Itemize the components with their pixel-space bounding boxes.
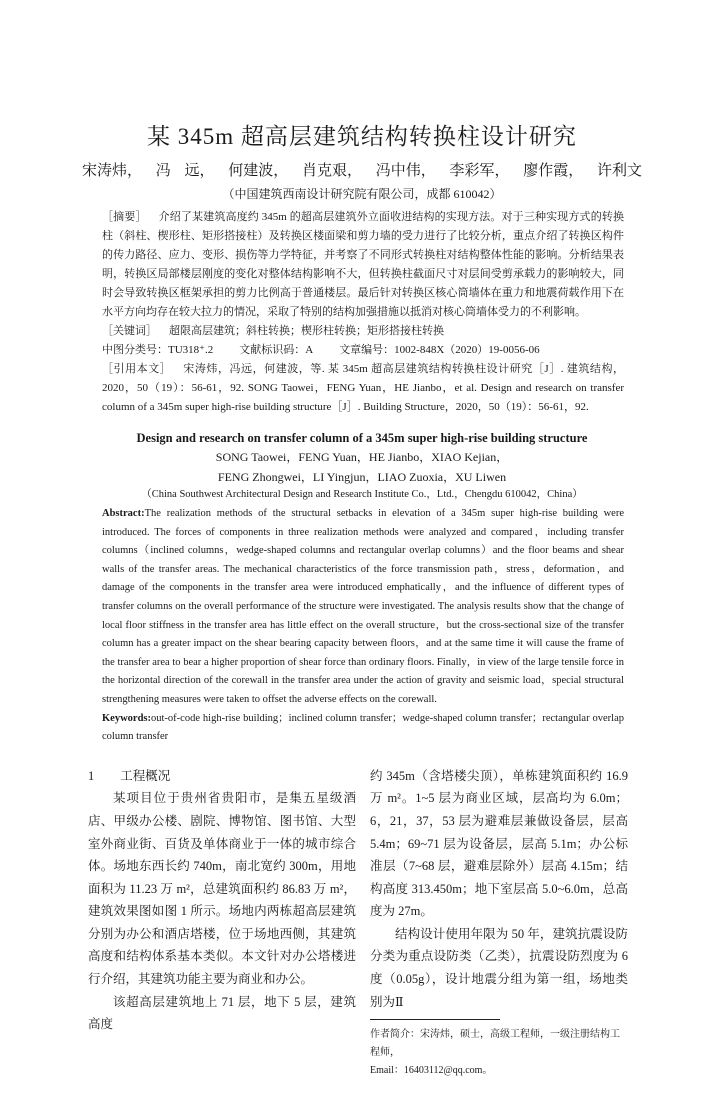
citation-text: 宋涛炜，冯远，何建波，等. 某 345m 超高层建筑结构转换柱设计研究［J］. 建筑结构，2020，50（19）：56-61，92. SONG Taowei，FENG Yuan，HE Jianbo，et al. Design and research on transfer column of a 345m super high-rise building structure［J］. Building Structure，2020，50（19）：56-61，92. bbox=[102, 363, 624, 413]
keywords-en-label: Keywords: bbox=[102, 712, 151, 724]
body-columns bbox=[88, 765, 628, 1081]
keywords-cn-text: 超限高层建筑；斜柱转换；楔形柱转换；矩形搭接柱转换 bbox=[169, 325, 444, 337]
body-paragraph: 该超高层建筑地上 71 层，地下 5 层，建筑高度 bbox=[88, 994, 356, 1032]
english-front-matter bbox=[102, 505, 624, 747]
citation-label: ［引用本文］ bbox=[102, 363, 172, 375]
abstract-en-label: Abstract: bbox=[102, 508, 145, 519]
footnote-divider bbox=[370, 1019, 500, 1020]
keywords-en bbox=[102, 710, 624, 747]
classification-line bbox=[102, 341, 624, 360]
section-title: 工程概况 bbox=[120, 768, 171, 783]
abstract-cn bbox=[102, 208, 624, 322]
paper-title: 某 345m 超高层建筑结构转换柱设计研究 bbox=[147, 124, 577, 149]
footnote-line: 作者简介：宋涛炜，硕士，高级工程师，一级注册结构工程师， bbox=[370, 1029, 620, 1059]
abstract-en bbox=[102, 505, 624, 710]
author-footnote bbox=[370, 1026, 628, 1080]
abstract-en-text: The realization methods of the structural setbacks in elevation of a 345m super high-rise building were introduced. The forces of components in three realization methods were analyzed and compared，including transfer columns（inclined columns，wedge-shaped columns and rectangular overlap columns）and the floor beams and shear walls of the transfer areas. The mechanical characteristics of the force transmission path，stress，deformation，and damage of the components in the transfer area were introduced emphatically，and the influence of different types of transfer columns on the overall performance of the structure were investigated. The analysis results show that the change of local floor stiffness in the transfer area has little effect on the overall structure，but the cross-sectional size of the transfer column has a greater impact on the shear bearing capacity between floors，and at the same time it will cause the frame of the transfer area to bear a higher proportion of shear force than ordinary floors. Finally，in view of the large tensile force in the horizontal direction of the corewall in the transfer area under the action of gravity and seismic load，special structural strengthening measures were taken to offset the adverse effects on the corewall. bbox=[102, 508, 624, 705]
abstract-cn-text: 介绍了某建筑高度约 345m 的超高层建筑外立面收进结构的实现方法。对于三种实现方式的转换柱（斜柱、楔形柱、矩形搭接柱）及转换区楼面梁和剪力墙的受力进行了比较分析，重点介绍了转换区构件的传力路径、应力、变形、损伤等力学特征，并考察了不同形式转换柱对结构整体性能的影响。分析结果表明，转换区局部楼层刚度的变化对整体结构影响不大，但转换柱截面尺寸对层间受剪承载力的影响较大，同时会导致转换区框架承担的剪力比例高于普通楼层。最后针对转换区核心筒墙体在重力和地震荷载作用下在水平方向均存在较大拉力的情况，采取了特别的结构加强措施以抵消对核心筒墙体受力的不利影响。 bbox=[102, 211, 624, 318]
clc-number: 中图分类号：TU318⁺.2 bbox=[102, 344, 214, 356]
body-paragraph: 结构设计使用年限为 50 年，建筑抗震设防分类为重点设防类（乙类），抗震设防烈度为 6 度（0.05g），设计地震分组为第一组，场地类别为Ⅱ bbox=[370, 926, 628, 1009]
section-number: 1 bbox=[88, 768, 95, 783]
footnote-email: Email：16403112@qq.com。 bbox=[370, 1065, 493, 1077]
body-paragraph: 约 345m（含塔楼尖顶），单栋建筑面积约 16.9 万 m²。1~5 层为商业区域，层高均为 6.0m；6，21，37，53 层为避难层兼做设备层，层高 5.4m；69~71 层为设备层，层高 5.1m；办公标准层（7~68 层，避难层除外）层高 4.15m；结构高度 313.450m；地下室层高 5.0~6.0m，总高度为 27m。 bbox=[370, 768, 628, 919]
english-authors-line2: FENG Zhongwei，LI Yingjun，LIAO Zuoxia，XU Liwen bbox=[217, 470, 507, 484]
english-affiliation: （China Southwest Architectural Design and Research Institute Co.，Ltd.，Chengdu 610042，China） bbox=[141, 489, 583, 500]
keywords-cn-label: ［关键词］ bbox=[102, 325, 157, 337]
body-column-right bbox=[370, 765, 628, 1081]
affiliation: （中国建筑西南设计研究院有限公司，成都 610042） bbox=[222, 187, 502, 201]
chinese-front-matter bbox=[102, 208, 624, 417]
citation bbox=[102, 360, 624, 417]
body-column-left bbox=[88, 765, 356, 1036]
english-authors-line1: SONG Taowei，FENG Yuan，HE Jianbo，XIAO Kejian， bbox=[215, 450, 509, 464]
author-list: 宋涛炜， 冯 远， 何建波， 肖克艰， 冯中伟， 李彩军， 廖作霞， 许利文 bbox=[81, 163, 642, 179]
english-title: Design and research on transfer column of a 345m super high-rise building structure bbox=[136, 431, 588, 445]
body-paragraph: 某项目位于贵州省贵阳市，是集五星级酒店、甲级办公楼、剧院、博物馆、图书馆、大型室外商业街、百货及单体商业于一体的城市综合体。场地东西长约 740m，南北宽约 300m，用地面积为 11.23 万 m²，总建筑面积约 86.83 万 m²，建筑效果图如图 1 所示。场地内两栋超高层建筑分别为办公和酒店塔楼，位于场地西侧，其建筑高度和结构体系基本类似。本文针对办公塔楼进行介绍，其建筑功能主要为商业和办公。 bbox=[88, 791, 356, 987]
document-code: 文献标识码：A bbox=[239, 344, 314, 356]
keywords-en-text: out-of-code high-rise building；inclined column transfer；wedge-shaped column transfer；rectangular overlap column transfer bbox=[102, 712, 624, 743]
section-heading bbox=[88, 765, 356, 788]
abstract-cn-label: ［摘要］ bbox=[102, 211, 147, 223]
keywords-cn bbox=[102, 322, 624, 341]
article-number: 文章编号：1002-848X（2020）19-0056-06 bbox=[339, 344, 540, 356]
